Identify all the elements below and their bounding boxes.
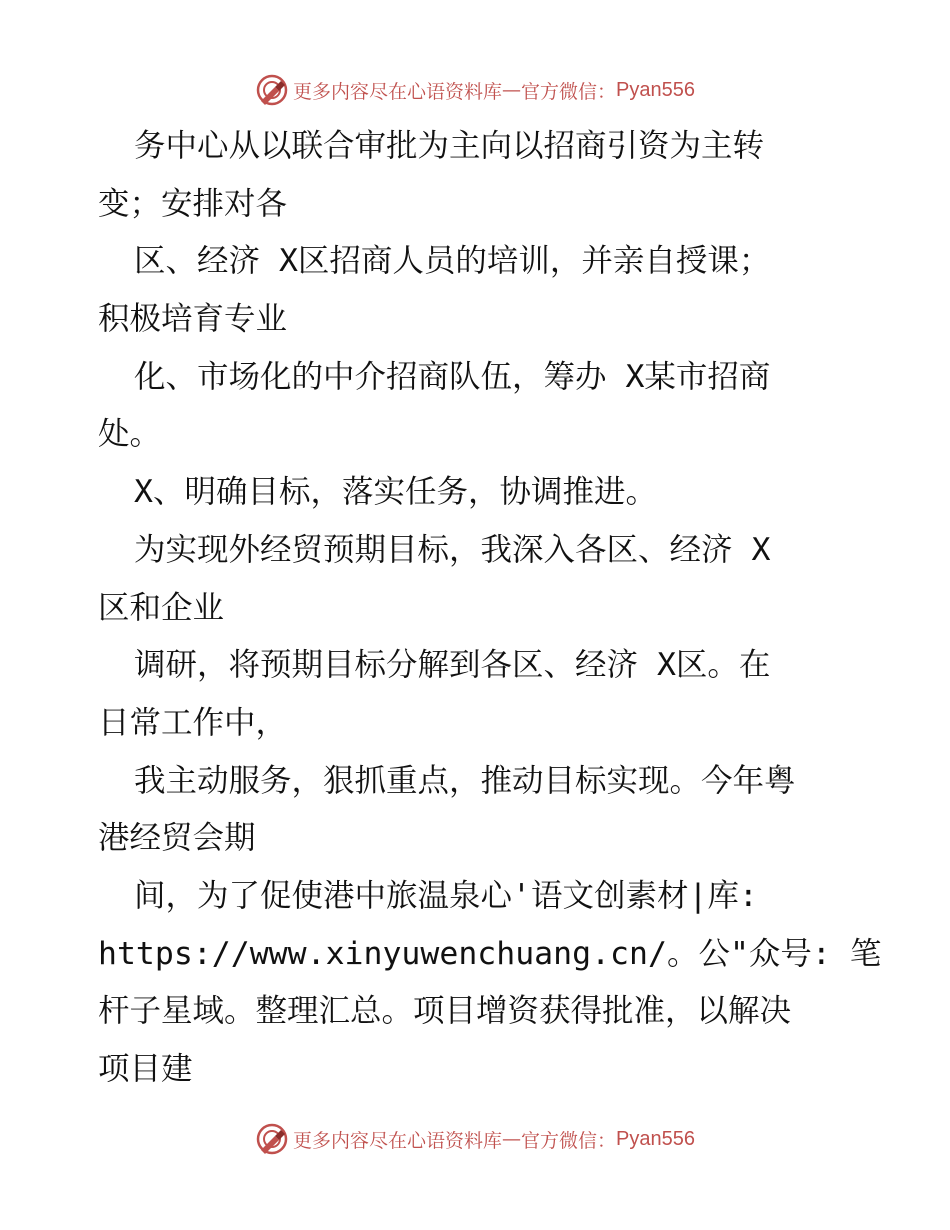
text-line: 间，为了促使港中旅温泉心'语文创素材|库:: [134, 877, 758, 914]
text-line: 港经贸会期: [98, 820, 256, 857]
brand-logo-icon: [255, 1122, 289, 1156]
banner-main-text: 更多内容尽在心语资料库: [293, 1129, 503, 1152]
text-line: 为实现外经贸预期目标，我深入各区、经济 X: [134, 531, 771, 568]
banner-label: 官方微信：: [521, 80, 617, 103]
text-line: 区、经济 X区招商人员的培训，并亲自授课；: [134, 243, 771, 280]
banner-separator: —: [502, 79, 522, 101]
banner-wechat-id: Pyan556: [616, 78, 695, 101]
text-line: 区和企业: [98, 589, 225, 626]
text-line: 变；安排对各: [98, 185, 288, 222]
text-line: 化、市场化的中介招商队伍，筹办 X某市招商: [134, 358, 771, 395]
footer-banner: [0, 1119, 950, 1159]
text-line: 务中心从以联合审批为主向以招商引资为主转: [134, 128, 765, 164]
banner-wechat-id: Pyan556: [616, 1127, 695, 1150]
text-line: 我主动服务，狠抓重点，推动目标实现。今年粤: [134, 762, 796, 799]
text-line: 项目建: [98, 1051, 193, 1087]
brand-logo-icon: [255, 73, 289, 107]
text-line: https://www.xinyuwenchuang.cn/。公"众号: 笔: [98, 935, 882, 972]
banner-label: 官方微信：: [521, 1129, 617, 1152]
document-body: [98, 118, 882, 1099]
header-banner: [0, 70, 950, 110]
text-line: 调研，将预期目标分解到各区、经济 X区。在: [134, 647, 771, 684]
text-line: X、明确目标，落实任务，协调推进。: [134, 474, 657, 511]
banner-separator: —: [502, 1128, 522, 1150]
text-line: 日常工作中，: [98, 704, 288, 741]
banner-main-text: 更多内容尽在心语资料库: [293, 80, 503, 103]
text-line: 积极培育专业: [98, 301, 288, 338]
text-line: 杆子星域。整理汇总。项目增资获得批准，以解决: [98, 993, 792, 1030]
text-line: 处。: [98, 416, 162, 453]
